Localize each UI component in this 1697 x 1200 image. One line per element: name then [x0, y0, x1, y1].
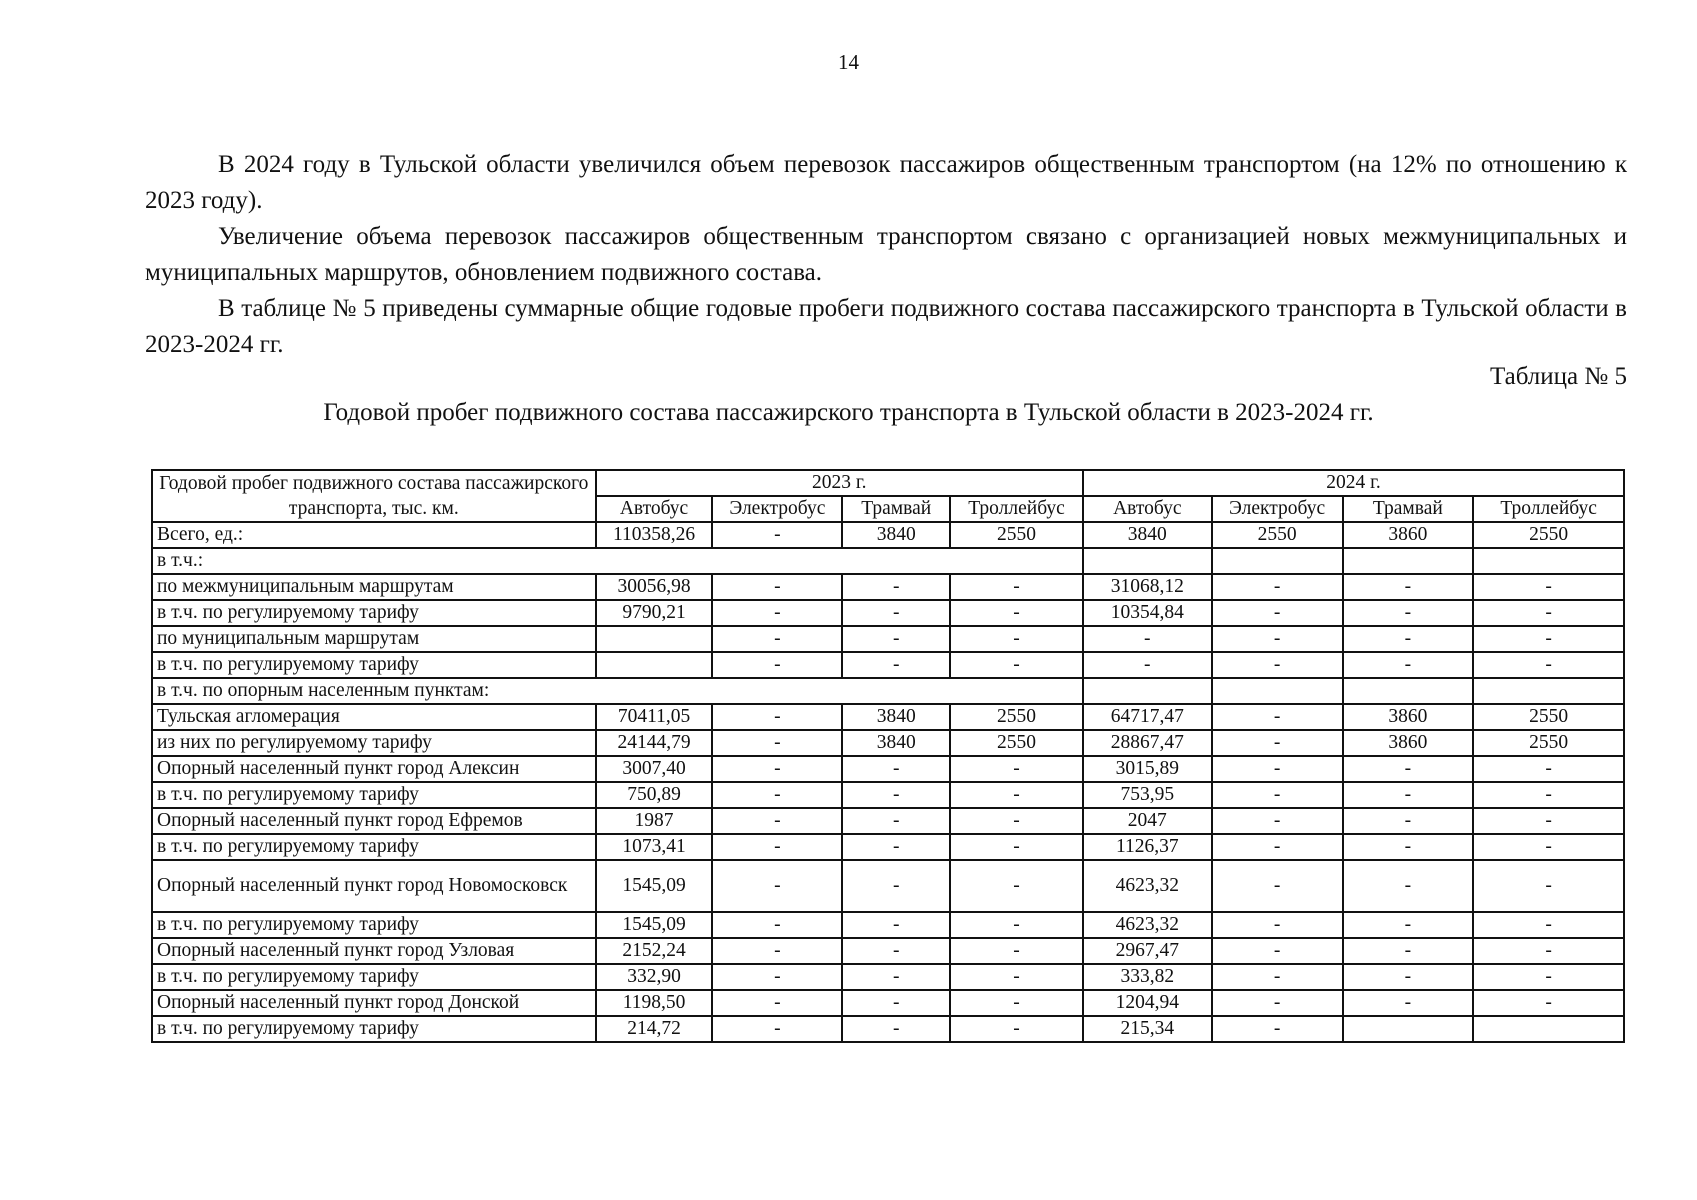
table-cell: - — [1212, 964, 1343, 990]
table-cell: - — [1212, 626, 1343, 652]
row-label: Опорный населенный пункт город Узловая — [152, 938, 596, 964]
table-cell: 750,89 — [596, 782, 713, 808]
table-cell: 110358,26 — [596, 522, 713, 548]
table-cell: - — [1343, 938, 1474, 964]
table-cell: 2550 — [950, 730, 1083, 756]
column-header: Автобус — [596, 496, 713, 522]
table-row — [152, 548, 1624, 574]
table-cell: - — [712, 730, 842, 756]
table-cell: - — [1212, 834, 1343, 860]
table-cell: 28867,47 — [1083, 730, 1212, 756]
table-cell: - — [1343, 574, 1474, 600]
row-label: Опорный населенный пункт город Донской — [152, 990, 596, 1016]
year-header-2023: 2023 г. — [596, 470, 1083, 496]
row-label: по муниципальным маршрутам — [152, 626, 596, 652]
row-label: Опорный населенный пункт город Ефремов — [152, 808, 596, 834]
table-cell: - — [1212, 600, 1343, 626]
table-cell: 3007,40 — [596, 756, 713, 782]
table-cell: - — [842, 912, 950, 938]
table-cell: - — [1212, 730, 1343, 756]
table-cell — [1473, 1016, 1624, 1042]
row-label: в т.ч. по регулируемому тарифу — [152, 912, 596, 938]
table-cell: - — [712, 938, 842, 964]
table-cell: 3840 — [842, 522, 950, 548]
table-cell: 1126,37 — [1083, 834, 1212, 860]
table-cell — [1343, 548, 1474, 574]
table-cell: - — [1473, 990, 1624, 1016]
paragraph-2: Увеличение объема перевозок пассажиров общественным транспортом связано с организацией новых межмуниципальных и муниципальных маршрутов, обновлением подвижного состава. — [145, 223, 1627, 286]
table-cell — [1212, 678, 1343, 704]
table-cell: - — [1343, 834, 1474, 860]
row-label: из них по регулируемому тарифу — [152, 730, 596, 756]
table-cell: 2152,24 — [596, 938, 713, 964]
row-label: Тульская агломерация — [152, 704, 596, 730]
table-cell: - — [842, 626, 950, 652]
table-row — [152, 652, 1624, 678]
table-cell: - — [1343, 964, 1474, 990]
column-header: Трамвай — [842, 496, 950, 522]
table-row — [152, 600, 1624, 626]
table-cell: - — [712, 912, 842, 938]
table-cell: - — [950, 1016, 1083, 1042]
table-row — [152, 938, 1624, 964]
table-cell: - — [1473, 782, 1624, 808]
table-cell: - — [950, 964, 1083, 990]
table-cell — [1473, 678, 1624, 704]
table-cell: - — [1212, 782, 1343, 808]
table-cell: - — [1343, 808, 1474, 834]
table-cell: - — [712, 522, 842, 548]
table-cell: 2550 — [1473, 704, 1624, 730]
table-row — [152, 574, 1624, 600]
table-cell: - — [712, 782, 842, 808]
table-cell: 2550 — [950, 522, 1083, 548]
table-cell: - — [842, 964, 950, 990]
table-cell: - — [712, 574, 842, 600]
table-cell: - — [950, 834, 1083, 860]
table-cell — [596, 626, 713, 652]
table-cell: - — [842, 938, 950, 964]
table-cell: - — [950, 626, 1083, 652]
table-cell: - — [712, 600, 842, 626]
table-cell: 1198,50 — [596, 990, 713, 1016]
table-row — [152, 990, 1624, 1016]
table-row — [152, 730, 1624, 756]
column-header: Троллейбус — [1473, 496, 1624, 522]
table-cell: 2550 — [1212, 522, 1343, 548]
table-cell: 1073,41 — [596, 834, 713, 860]
year-header-2024: 2024 г. — [1083, 470, 1624, 496]
table-cell: - — [842, 990, 950, 1016]
table-cell: 332,90 — [596, 964, 713, 990]
table-cell: - — [712, 964, 842, 990]
table-cell — [1473, 548, 1624, 574]
table-row — [152, 782, 1624, 808]
table-row — [152, 912, 1624, 938]
table-cell: - — [712, 1016, 842, 1042]
table-cell: 333,82 — [1083, 964, 1212, 990]
table-cell: 2047 — [1083, 808, 1212, 834]
row-label: Всего, ед.: — [152, 522, 596, 548]
mileage-table — [151, 469, 1625, 1043]
table-row — [152, 834, 1624, 860]
table-cell: 215,34 — [1083, 1016, 1212, 1042]
table-cell: - — [950, 600, 1083, 626]
table-cell: - — [1473, 600, 1624, 626]
table-cell: - — [1212, 704, 1343, 730]
row-label: в т.ч. по регулируемому тарифу — [152, 1016, 596, 1042]
table-row — [152, 704, 1624, 730]
table-cell: - — [712, 626, 842, 652]
table-cell: - — [1343, 912, 1474, 938]
table-title: Годовой пробег подвижного состава пассажирского транспорта в Тульской области в 2023-2024 гг. — [323, 399, 1374, 426]
table-cell: - — [1473, 912, 1624, 938]
page-number: 14 — [838, 50, 859, 74]
row-label: Опорный населенный пункт город Новомосковск — [152, 860, 596, 912]
table-cell: - — [1212, 756, 1343, 782]
table-cell: - — [842, 574, 950, 600]
table-cell: - — [842, 652, 950, 678]
table-cell: 3860 — [1343, 522, 1474, 548]
table-cell: - — [712, 860, 842, 912]
table-row — [152, 756, 1624, 782]
table-cell: - — [1212, 912, 1343, 938]
table-row — [152, 1016, 1624, 1042]
table-cell: - — [1473, 834, 1624, 860]
table-cell — [1083, 678, 1212, 704]
table-cell: 30056,98 — [596, 574, 713, 600]
table-cell: - — [1343, 990, 1474, 1016]
table-cell: - — [1473, 808, 1624, 834]
table-cell: - — [1343, 782, 1474, 808]
table-cell: - — [842, 860, 950, 912]
table-cell: - — [1473, 860, 1624, 912]
table-cell: - — [842, 834, 950, 860]
table-cell: 3840 — [842, 730, 950, 756]
table-cell: - — [1473, 652, 1624, 678]
table-cell: 64717,47 — [1083, 704, 1212, 730]
table-cell: - — [842, 600, 950, 626]
table-cell: - — [950, 574, 1083, 600]
table-cell: - — [1473, 756, 1624, 782]
table-cell: 70411,05 — [596, 704, 713, 730]
row-label: в т.ч. по регулируемому тарифу — [152, 964, 596, 990]
table-cell: - — [950, 782, 1083, 808]
table-cell: 24144,79 — [596, 730, 713, 756]
table-cell: - — [712, 834, 842, 860]
table-cell: 9790,21 — [596, 600, 713, 626]
table-cell: - — [950, 990, 1083, 1016]
table-cell: 1545,09 — [596, 860, 713, 912]
row-label: в т.ч. по опорным населенным пунктам: — [152, 678, 1083, 704]
table-cell: 3015,89 — [1083, 756, 1212, 782]
row-label: в т.ч. по регулируемому тарифу — [152, 652, 596, 678]
table-row — [152, 522, 1624, 548]
table-cell: - — [1343, 860, 1474, 912]
table-cell: 2967,47 — [1083, 938, 1212, 964]
table-cell: - — [1473, 626, 1624, 652]
table-cell: - — [1473, 964, 1624, 990]
column-header: Автобус — [1083, 496, 1212, 522]
table-cell: - — [712, 808, 842, 834]
table-cell: 2550 — [1473, 730, 1624, 756]
table-cell: 10354,84 — [1083, 600, 1212, 626]
table-cell: 1545,09 — [596, 912, 713, 938]
table-cell: - — [1343, 652, 1474, 678]
table-cell: 1987 — [596, 808, 713, 834]
column-header: Трамвай — [1343, 496, 1474, 522]
row-label: в т.ч.: — [152, 548, 1083, 574]
paragraph-3: В таблице № 5 приведены суммарные общие годовые пробеги подвижного состава пассажирского транспорта в Тульской области в 2023-2024 гг. — [145, 295, 1627, 358]
table-cell: - — [950, 808, 1083, 834]
table-cell: - — [1212, 1016, 1343, 1042]
table-cell: - — [1343, 600, 1474, 626]
table-cell: 4623,32 — [1083, 860, 1212, 912]
table-cell: - — [1212, 808, 1343, 834]
table-row — [152, 678, 1624, 704]
table-cell: 3860 — [1343, 730, 1474, 756]
table-cell: 3840 — [842, 704, 950, 730]
column-header: Троллейбус — [950, 496, 1083, 522]
table-label: Таблица № 5 — [1489, 363, 1627, 390]
table-cell: - — [1473, 574, 1624, 600]
table-cell: - — [842, 808, 950, 834]
column-header: Электробус — [1212, 496, 1343, 522]
table-cell: - — [712, 990, 842, 1016]
row-label: в т.ч. по регулируемому тарифу — [152, 834, 596, 860]
table-cell: - — [842, 756, 950, 782]
row-label: по межмуниципальным маршрутам — [152, 574, 596, 600]
table-cell: - — [842, 782, 950, 808]
table-cell: - — [1473, 938, 1624, 964]
table-cell: - — [1083, 652, 1212, 678]
table-cell: - — [1083, 626, 1212, 652]
paragraph-1: В 2024 году в Тульской области увеличился объем перевозок пассажиров общественным транспортом (на 12% по отношению к 2023 году). — [145, 151, 1627, 214]
table-cell: - — [950, 912, 1083, 938]
table-cell: 1204,94 — [1083, 990, 1212, 1016]
table-row — [152, 860, 1624, 912]
table-cell: - — [1212, 990, 1343, 1016]
table-cell: - — [712, 704, 842, 730]
table-cell: - — [950, 938, 1083, 964]
table-cell: - — [1212, 574, 1343, 600]
table-cell: 3840 — [1083, 522, 1212, 548]
table-cell: 753,95 — [1083, 782, 1212, 808]
table-cell: - — [950, 860, 1083, 912]
table-cell: - — [712, 652, 842, 678]
table-cell: 31068,12 — [1083, 574, 1212, 600]
table-cell — [1343, 1016, 1474, 1042]
table-cell — [1083, 548, 1212, 574]
table-cell: - — [1212, 938, 1343, 964]
table-row — [152, 808, 1624, 834]
table-cell — [1343, 678, 1474, 704]
row-label: в т.ч. по регулируемому тарифу — [152, 782, 596, 808]
body-text — [145, 147, 1627, 363]
table-cell: - — [1212, 652, 1343, 678]
table-cell: 3860 — [1343, 704, 1474, 730]
table-cell: 2550 — [1473, 522, 1624, 548]
table-cell: - — [1343, 756, 1474, 782]
column-header: Электробус — [712, 496, 842, 522]
table-cell: 4623,32 — [1083, 912, 1212, 938]
table-cell: - — [950, 756, 1083, 782]
table-cell — [1212, 548, 1343, 574]
table-cell: - — [1343, 626, 1474, 652]
table-cell: - — [950, 652, 1083, 678]
table-row — [152, 964, 1624, 990]
corner-header: Годовой пробег подвижного состава пассажирского транспорта, тыс. км. — [152, 470, 596, 522]
table-cell: 2550 — [950, 704, 1083, 730]
row-label: в т.ч. по регулируемому тарифу — [152, 600, 596, 626]
table-cell: - — [712, 756, 842, 782]
row-label: Опорный населенный пункт город Алексин — [152, 756, 596, 782]
table-cell: - — [842, 1016, 950, 1042]
table-row — [152, 626, 1624, 652]
table-cell — [596, 652, 713, 678]
table-cell: 214,72 — [596, 1016, 713, 1042]
table-cell: - — [1212, 860, 1343, 912]
